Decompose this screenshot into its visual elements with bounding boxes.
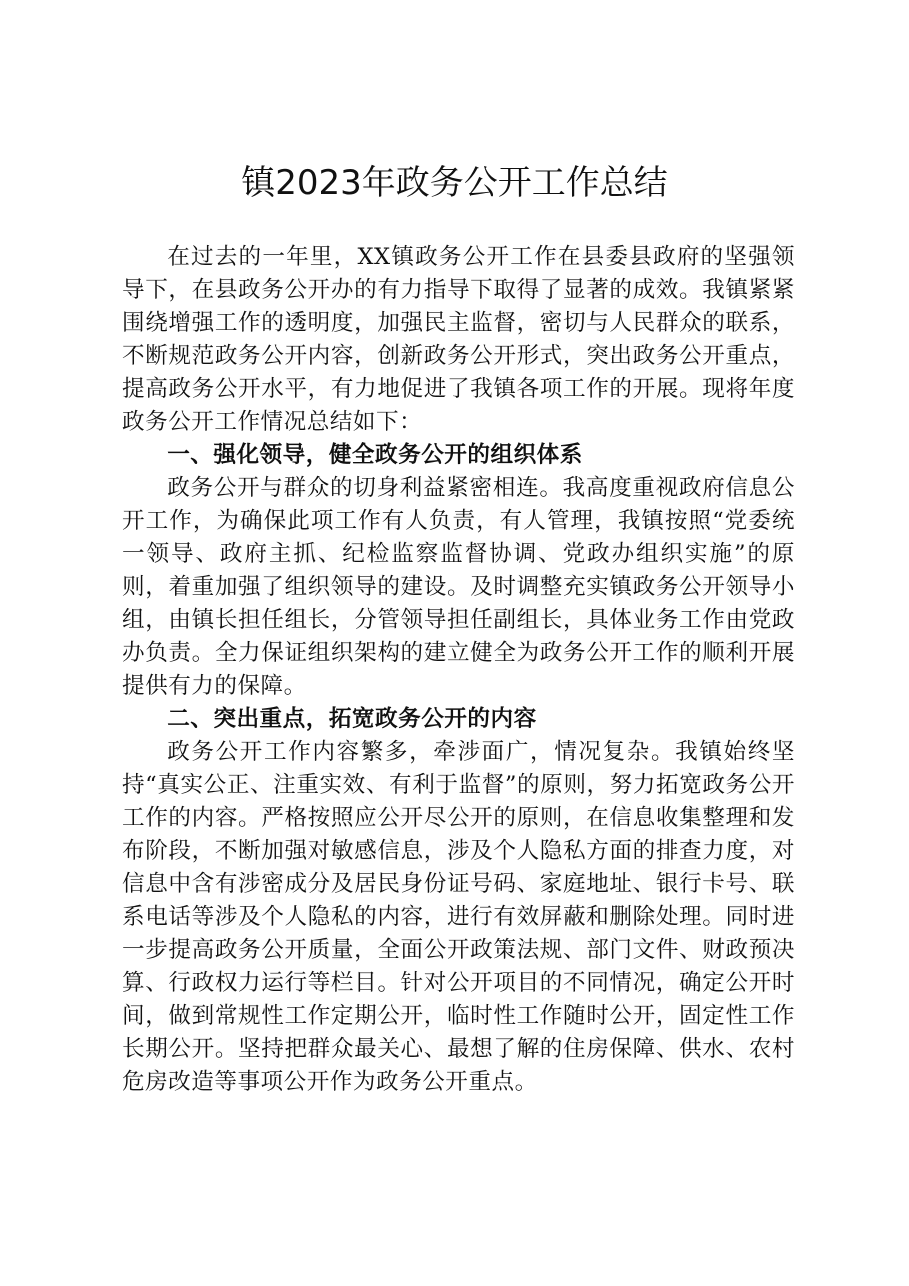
intro-paragraph: 在过去的一年里，XX镇政务公开工作在县委县政府的坚强领导下，在县政务公开办的有力指导下取得了显著的成效。我镇紧紧围绕增强工作的透明度，加强民主监督，密切与人民群众的联系，不断规范政务公开内容，创新政务公开形式，突出政务公开重点，提高政务公开水平，有力地促进了我镇各项工作的开展。现将年度政务公开工作情况总结如下： xyxy=(122,244,795,435)
section-paragraph: 政务公开工作内容繁多，牵涉面广，情况复杂。我镇始终坚持“真实公正、注重实效、有利于监督”的原则，努力拓宽政务公开工作的内容。严格按照应公开尽公开的原则，在信息收集整理和发布阶段，不断加强对敏感信息，涉及个人隐私方面的排查力度，对信息中含有涉密成分及居民身份证号码、家庭地址、银行卡号、联系电话等涉及个人隐私的内容，进行有效屏蔽和删除处理。同时进一步提高政务公开质量，全面公开政策法规、部门文件、财政预决算、行政权力运行等栏目。针对公开项目的不同情况，确定公开时间，做到常规性工作定期公开，临时性工作随时公开，固定性工作长期公开。坚持把群众最关心、最想了解的住房保障、供水、农村危房改造等事项公开作为政务公开重点。 xyxy=(122,739,795,1095)
document-body xyxy=(122,241,795,1099)
section-paragraph: 政务公开与群众的切身利益紧密相连。我高度重视政府信息公开工作，为确保此项工作有人负责，有人管理，我镇按照“党委统一领导、政府主抓、纪检监察监督协调、党政办组织实施”的原则，着重加强了组织领导的建设。及时调整充实镇政务公开领导小组，由镇长担任组长，分管领导担任副组长，具体业务工作由党政办负责。全力保证组织架构的建立健全为政务公开工作的顺利开展提供有力的保障。 xyxy=(122,475,795,699)
section-heading: 二、突出重点，拓宽政务公开的内容 xyxy=(167,706,537,732)
document-title: 镇2023年政务公开工作总结 xyxy=(241,163,668,203)
section-heading: 一、强化领导，健全政务公开的组织体系 xyxy=(167,442,583,468)
